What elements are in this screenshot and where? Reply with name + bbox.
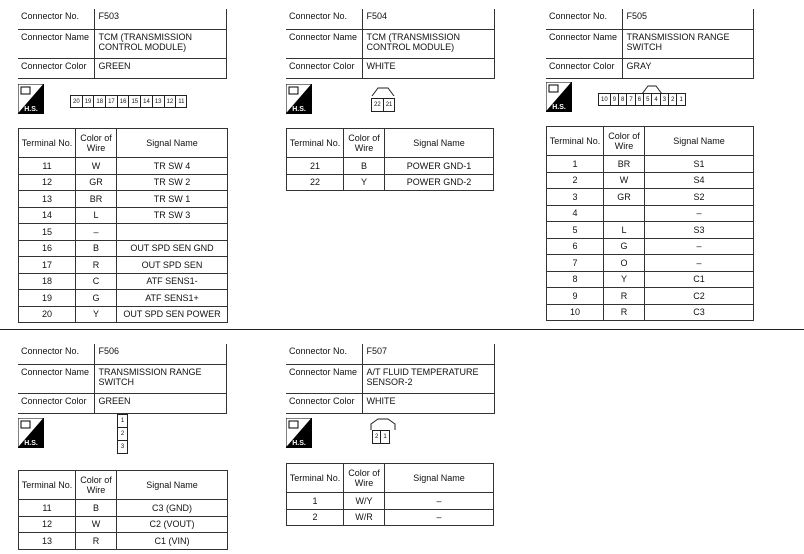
col-terminal: Terminal No.: [19, 129, 76, 158]
svg-text:H.S.: H.S.: [292, 106, 306, 113]
connector-block-f504: [286, 9, 495, 79]
col-color: Color of Wire: [76, 129, 117, 158]
pin: 21: [385, 102, 393, 108]
pin: 1: [383, 434, 387, 440]
connector-face-f504: [371, 98, 395, 112]
pin: 8: [619, 94, 627, 105]
col-color: Color of Wire: [604, 127, 645, 156]
hs-icon: [286, 84, 312, 114]
pin: 15: [129, 96, 141, 107]
connector-name-label: Connector Name: [546, 29, 622, 58]
table-row: 15 –: [19, 224, 228, 241]
col-terminal: Terminal No.: [19, 471, 76, 500]
connector-color-value: GRAY: [622, 58, 754, 78]
connector-no-value: F503: [94, 9, 227, 29]
table-row: 1 BR S1: [547, 156, 754, 173]
table-row: 11 W TR SW 4: [19, 158, 228, 175]
pin: 10: [599, 94, 611, 105]
pin: 18: [94, 96, 106, 107]
pin: 20: [71, 96, 83, 107]
connector-no-value: F507: [362, 344, 495, 364]
col-terminal: Terminal No.: [287, 464, 344, 493]
connector-name-label: Connector Name: [18, 364, 94, 393]
svg-text:H.S.: H.S.: [292, 440, 306, 447]
table-row: 2 W/R –: [287, 509, 494, 526]
connector-color-label: Connector Color: [18, 393, 94, 413]
col-terminal: Terminal No.: [547, 127, 604, 156]
col-signal: Signal Name: [117, 129, 228, 158]
table-row: 8 Y C1: [547, 271, 754, 288]
connector-no-label: Connector No.: [286, 9, 362, 29]
connector-name-value: TCM (TRANSMISSION CONTROL MODULE): [362, 29, 495, 58]
table-row: 18 C ATF SENS1-: [19, 273, 228, 290]
table-row: 2 W S4: [547, 172, 754, 189]
pin: 1: [679, 96, 683, 103]
hs-icon: [18, 418, 44, 448]
connector-name-label: Connector Name: [286, 364, 362, 393]
pin: 3: [120, 444, 125, 450]
pin: 2: [669, 94, 677, 105]
table-row: 22 Y POWER GND-2: [287, 174, 494, 191]
section-divider: [0, 329, 804, 330]
connector-color-value: WHITE: [362, 58, 495, 78]
table-row: 13 R C1 (VIN): [19, 533, 228, 550]
terminal-table-f506: [18, 470, 228, 550]
connector-latch-icon: [370, 418, 396, 430]
pin: 3: [661, 94, 669, 105]
table-row: 7 O –: [547, 255, 754, 272]
table-row: 14 L TR SW 3: [19, 207, 228, 224]
connector-face-f507: [372, 430, 390, 444]
connector-color-value: WHITE: [362, 393, 495, 413]
col-color: Color of Wire: [76, 471, 117, 500]
col-signal: Signal Name: [385, 129, 494, 158]
table-row: 16 B OUT SPD SEN GND: [19, 240, 228, 257]
connector-name-value: TCM (TRANSMISSION CONTROL MODULE): [94, 29, 227, 58]
pin: 6: [636, 94, 644, 105]
connector-name-label: Connector Name: [18, 29, 94, 58]
connector-no-label: Connector No.: [18, 344, 94, 364]
table-row: 12 GR TR SW 2: [19, 174, 228, 191]
connector-color-value: GREEN: [94, 58, 227, 78]
pin: 14: [141, 96, 153, 107]
connector-info-f505: [546, 9, 754, 79]
svg-text:H.S.: H.S.: [24, 440, 38, 447]
connector-block-f503: [18, 9, 227, 79]
connector-color-value: GREEN: [94, 393, 227, 413]
connector-block-f505: [546, 9, 754, 79]
connector-color-label: Connector Color: [286, 58, 362, 78]
col-color: Color of Wire: [344, 129, 385, 158]
pin: 16: [118, 96, 130, 107]
col-signal: Signal Name: [645, 127, 754, 156]
pin: 9: [611, 94, 619, 105]
connector-face-f506: [117, 414, 128, 454]
pin: 1: [118, 415, 127, 428]
table-row: 3 GR S2: [547, 189, 754, 206]
table-row: 19 G ATF SENS1+: [19, 290, 228, 307]
col-signal: Signal Name: [117, 471, 228, 500]
table-row: 12 W C2 (VOUT): [19, 516, 228, 533]
pin: 13: [153, 96, 165, 107]
pin: 2: [118, 428, 127, 441]
connector-name-label: Connector Name: [286, 29, 362, 58]
svg-text:H.S.: H.S.: [552, 104, 566, 111]
connector-name-value: A/T FLUID TEMPERATURE SENSOR-2: [362, 364, 495, 393]
pin: 4: [652, 94, 660, 105]
connector-no-label: Connector No.: [18, 9, 94, 29]
terminal-table-f504: [286, 128, 494, 191]
connector-no-label: Connector No.: [546, 9, 622, 29]
col-terminal: Terminal No.: [287, 129, 344, 158]
col-signal: Signal Name: [385, 464, 494, 493]
connector-color-label: Connector Color: [18, 58, 94, 78]
pin: 11: [178, 98, 185, 105]
table-row: 4 –: [547, 205, 754, 222]
connector-no-label: Connector No.: [286, 344, 362, 364]
hs-icon: [546, 82, 572, 112]
connector-face-f503: [70, 95, 187, 108]
connector-no-value: F506: [94, 344, 227, 364]
hs-icon: [18, 84, 44, 114]
connector-info-f503: [18, 9, 227, 79]
connector-info-f506: [18, 344, 227, 414]
svg-text:H.S.: H.S.: [24, 106, 38, 113]
connector-color-label: Connector Color: [286, 393, 362, 413]
table-row: 1 W/Y –: [287, 493, 494, 510]
pin: 7: [627, 94, 635, 105]
table-row: 11 B C3 (GND): [19, 500, 228, 517]
connector-no-value: F504: [362, 9, 495, 29]
pin: 12: [165, 96, 177, 107]
table-row: 9 R C2: [547, 288, 754, 305]
connector-block-f507: [286, 344, 495, 414]
pin: 2: [373, 431, 381, 443]
connector-block-f506: [18, 344, 227, 414]
table-row: 13 BR TR SW 1: [19, 191, 228, 208]
connector-name-value: TRANSMISSION RANGE SWITCH: [94, 364, 227, 393]
terminal-table-f503: [18, 128, 228, 323]
hs-icon: [286, 418, 312, 448]
table-row: 5 L S3: [547, 222, 754, 239]
connector-color-label: Connector Color: [546, 58, 622, 78]
connector-face-f505: [598, 93, 686, 106]
table-row: 21 B POWER GND-1: [287, 158, 494, 175]
table-row: 10 R C3: [547, 304, 754, 321]
table-row: 20 Y OUT SPD SEN POWER: [19, 306, 228, 323]
pin: 22: [372, 99, 384, 111]
connector-latch-icon: [370, 86, 396, 96]
connector-no-value: F505: [622, 9, 754, 29]
table-row: 17 R OUT SPD SEN: [19, 257, 228, 274]
connector-name-value: TRANSMISSION RANGE SWITCH: [622, 29, 754, 58]
table-row: 6 G –: [547, 238, 754, 255]
connector-info-f504: [286, 9, 495, 79]
terminal-table-f507: [286, 463, 494, 526]
connector-info-f507: [286, 344, 495, 414]
pin: 5: [644, 94, 652, 105]
pin: 19: [83, 96, 95, 107]
terminal-table-f505: [546, 126, 754, 321]
pin: 17: [106, 96, 118, 107]
col-color: Color of Wire: [344, 464, 385, 493]
